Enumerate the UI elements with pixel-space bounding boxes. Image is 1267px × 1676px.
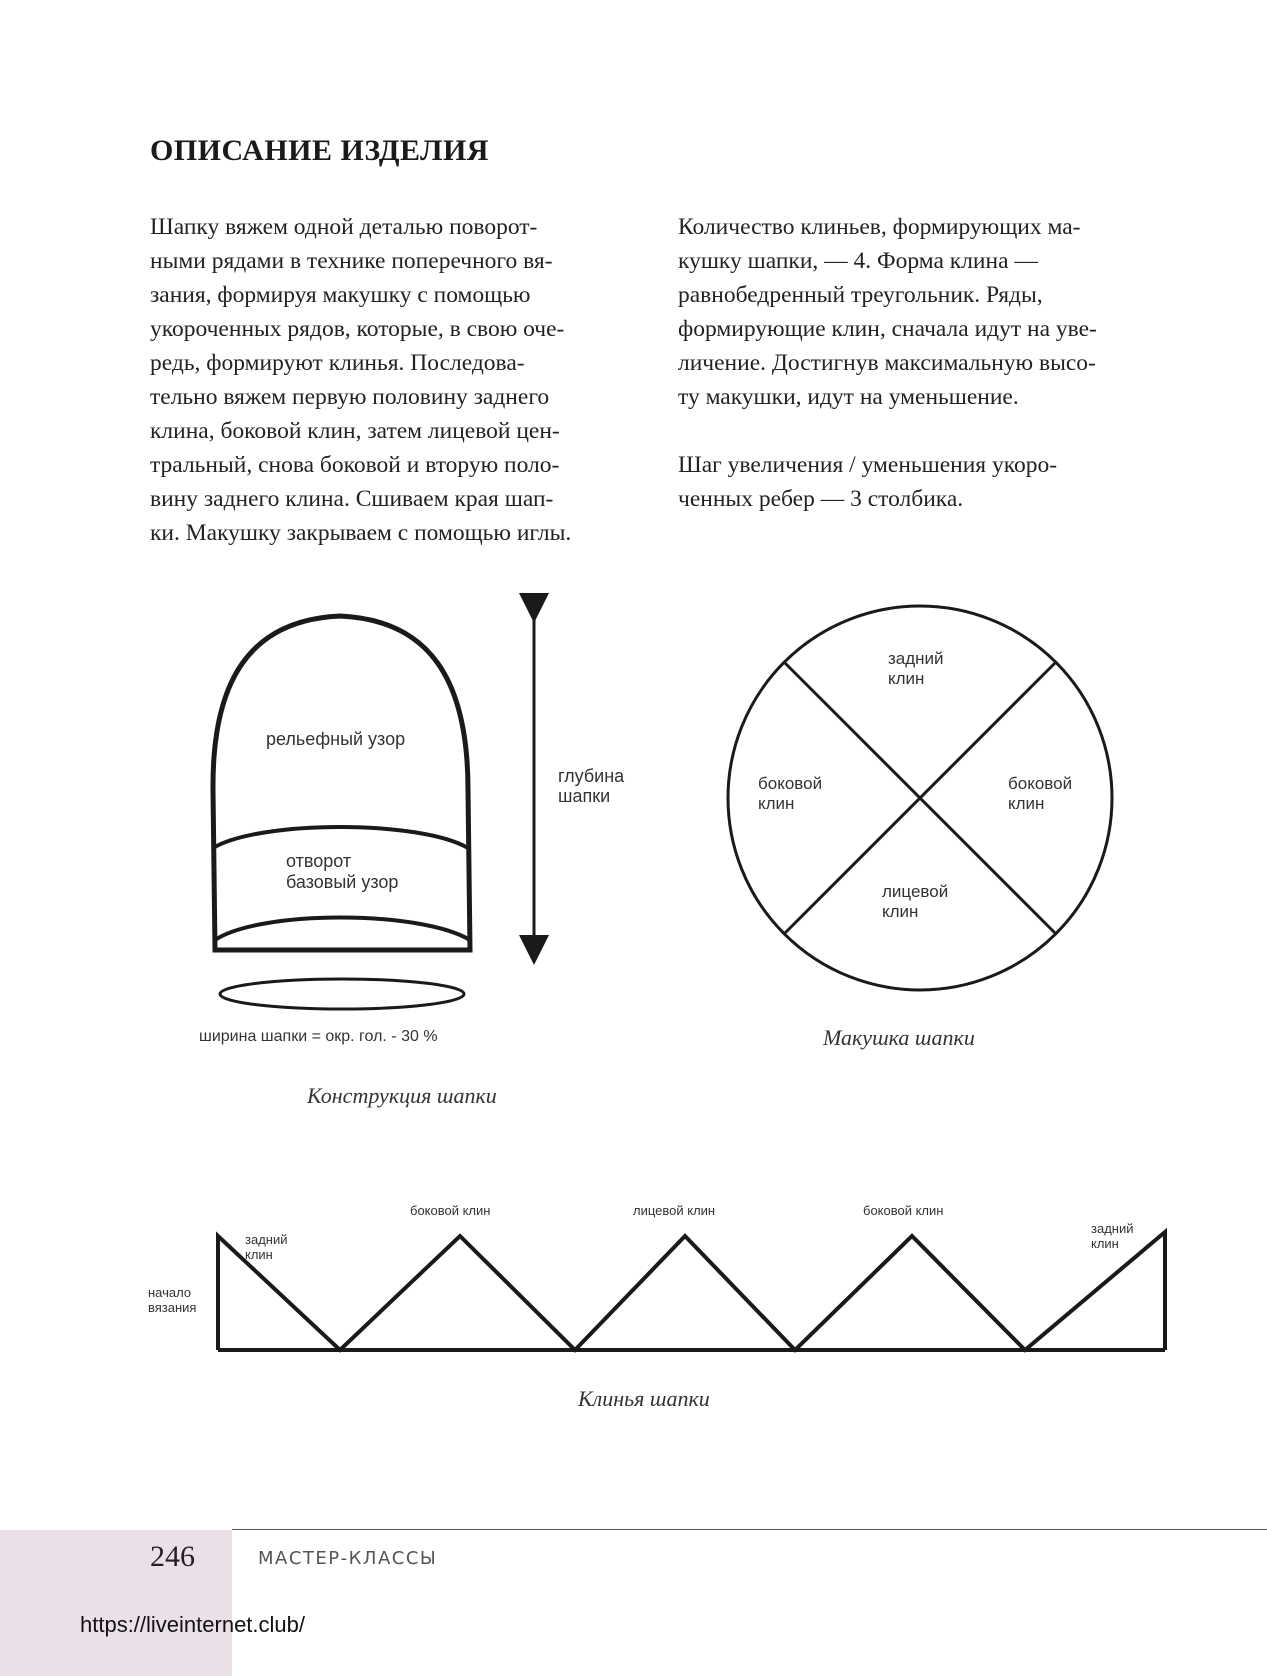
text-line: клина, боковой клин, затем лицевой цен- [150, 418, 560, 444]
footer-divider [232, 1529, 1267, 1530]
crown-caption: Макушка шапки [823, 1025, 975, 1050]
page-number: 246 [150, 1540, 195, 1573]
text-line: Шапку вяжем одной деталью поворот- [150, 214, 538, 240]
hat-caption: Конструкция шапки [307, 1083, 497, 1108]
crown-left-label: боковой [758, 774, 823, 793]
hat-construction-diagram [199, 608, 625, 1108]
crown-top-label: клин [888, 669, 925, 688]
cuff-top-line [213, 827, 468, 848]
wedges-caption: Клинья шапки [578, 1386, 710, 1411]
depth-label: глубина [558, 766, 625, 786]
crown-left-label: клин [758, 794, 795, 813]
text-line: тральный, снова боковой и вторую поло- [150, 452, 560, 478]
section-title: МАСТЕР-КЛАССЫ [258, 1548, 438, 1569]
text-line: вину заднего клина. Сшиваем края шап- [150, 486, 554, 512]
cuff-bottom-line [215, 918, 470, 941]
text-line: личение. Достигнув максимальную высо- [678, 350, 1096, 376]
page-heading: ОПИСАНИЕ ИЗДЕЛИЯ [150, 134, 489, 167]
text-line: формирующие клин, сначала идут на уве- [678, 316, 1097, 342]
source-url[interactable]: https://liveinternet.club/ [80, 1612, 306, 1637]
text-line: равнобедренный треугольник. Ряды, [678, 282, 1043, 308]
text-line: ными рядами в технике поперечного вя- [150, 248, 553, 274]
crown-bottom-label: лицевой [882, 882, 949, 901]
hat-outline [213, 616, 470, 950]
text-line: зания, формируя макушку с помощью [150, 282, 531, 308]
text-line: ченных ребер — 3 столбика. [678, 486, 964, 512]
depth-label: шапки [558, 786, 611, 806]
text-line: ту макушки, идут на уменьшение. [678, 384, 1019, 410]
crown-diagram [728, 606, 1112, 1050]
wedge-back-label: задний [245, 1232, 288, 1247]
crown-bottom-label: клин [882, 902, 919, 921]
text-line: Количество клиньев, формирующих ма- [678, 214, 1081, 240]
wedge-start-label: вязания [148, 1300, 197, 1315]
cuff-label: базовый узор [286, 872, 399, 892]
width-label: ширина шапки = окр. гол. - 30 % [199, 1028, 438, 1045]
text-line: укороченных рядов, которые, в свою оче- [150, 316, 565, 342]
footer-band [0, 1530, 232, 1676]
wedges-diagram [148, 1203, 1165, 1411]
wedge-side-label: боковой клин [410, 1203, 491, 1218]
wedge-back-end-label: клин [1091, 1236, 1119, 1251]
text-line: Шаг увеличения / уменьшения укоро- [678, 452, 1058, 478]
text-line: редь, формируют клинья. Последова- [150, 350, 525, 376]
crown-right-label: боковой [1008, 774, 1073, 793]
text-line: кушку шапки, — 4. Форма клина — [678, 248, 1038, 274]
text-line: ки. Макушку закрываем с помощью иглы. [150, 520, 572, 546]
hat-base-ellipse [220, 979, 464, 1009]
crown-right-label: клин [1008, 794, 1045, 813]
pattern-label: рельефный узор [266, 729, 406, 749]
wedge-front-label: лицевой клин [633, 1203, 716, 1218]
cuff-label: отворот [286, 851, 352, 871]
text-line: тельно вяжем первую половину заднего [150, 384, 550, 410]
wedge-back-label: клин [245, 1247, 273, 1262]
wedge-side-label: боковой клин [863, 1203, 944, 1218]
crown-top-label: задний [888, 649, 944, 668]
wedge-start-label: начало [148, 1285, 192, 1300]
wedges-zigzag [218, 1232, 1165, 1350]
wedge-back-end-label: задний [1091, 1221, 1134, 1236]
